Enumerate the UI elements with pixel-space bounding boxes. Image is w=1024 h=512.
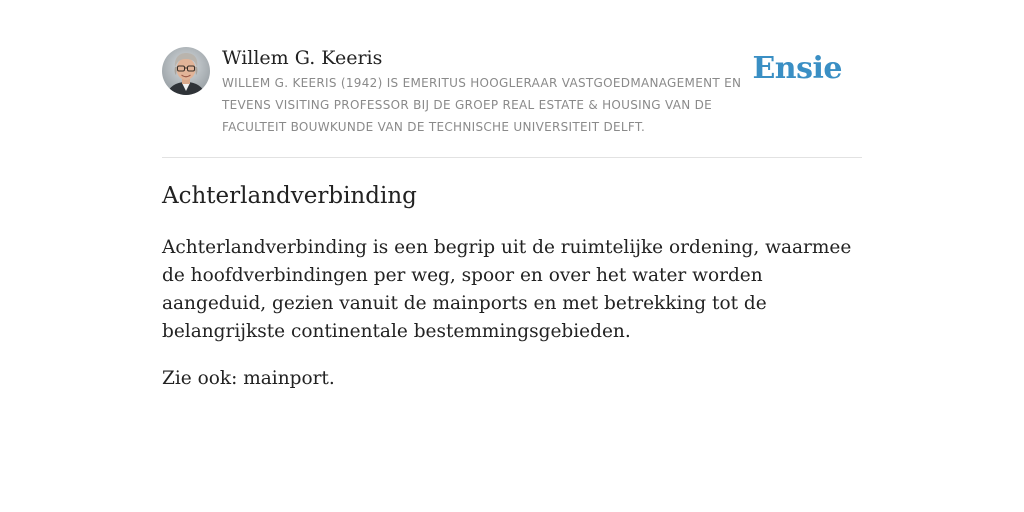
page [162, 0, 862, 389]
author-avatar[interactable] [162, 47, 210, 95]
article-body: Achterlandverbinding is een begrip uit de ruimtelijke ordening, waarmee de hoofdverbindingen per weg, spoor en over het water worden aangeduid, gezien vanuit de mainports en met betrekking tot de belangrijkste continentale bestemmingsgebieden. [162, 237, 852, 342]
author-info [222, 44, 770, 138]
ensie-logo-link[interactable]: Ensie [752, 51, 842, 86]
author-name[interactable]: Willem G. Keeris [222, 47, 383, 69]
author-header [162, 0, 862, 158]
author-bio: WILLEM G. KEERIS (1942) IS EMERITUS HOOGLERAAR VASTGOEDMANAGEMENT EN TEVENS VISITING PROFESSOR BIJ DE GROEP REAL ESTATE & HOUSING VAN DE FACULTEIT BOUWKUNDE VAN DE TECHNISCHE UNIVERSITEIT DELFT. [222, 76, 742, 134]
see-also-text: Zie ook: mainport. [162, 368, 335, 389]
avatar-portrait-icon [162, 47, 210, 95]
article-title: Achterlandverbinding [162, 183, 417, 209]
